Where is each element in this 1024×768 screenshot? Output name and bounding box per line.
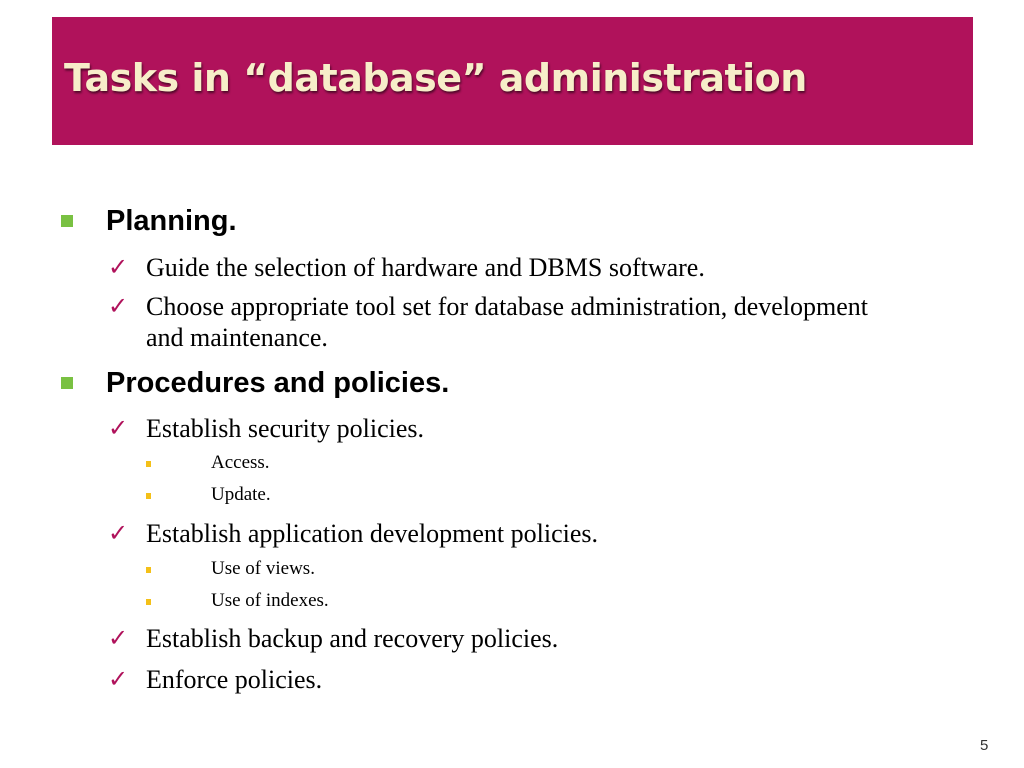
sub-list-item: Use of indexes.: [211, 590, 329, 611]
square-bullet-icon: [61, 215, 73, 227]
small-square-bullet-icon: [146, 493, 151, 499]
list-item: Establish application development policies.: [146, 519, 599, 548]
checkmark-icon: ✓: [108, 665, 129, 693]
section-heading-planning: Planning.: [106, 205, 237, 237]
list-item: Enforce policies.: [146, 665, 323, 694]
checkmark-icon: ✓: [108, 414, 129, 442]
square-bullet-icon: [61, 377, 73, 389]
slide-title: Tasks in “database” administration: [64, 56, 807, 100]
section-heading-procedures: Procedures and policies.: [106, 367, 450, 399]
sub-list-item: Update.: [211, 484, 271, 505]
page-number: 5: [980, 737, 989, 754]
list-item: Choose appropriate tool set for database administration, development and maintenance.: [146, 292, 869, 352]
sub-list-item: Access.: [211, 452, 270, 473]
small-square-bullet-icon: [146, 461, 151, 467]
checkmark-icon: ✓: [108, 519, 129, 547]
list-item: Establish security policies.: [146, 414, 425, 443]
sub-list-item: Use of views.: [211, 558, 315, 579]
checkmark-icon: ✓: [108, 624, 129, 652]
checkmark-icon: ✓: [108, 292, 129, 320]
small-square-bullet-icon: [146, 599, 151, 605]
small-square-bullet-icon: [146, 567, 151, 573]
list-item: Establish backup and recovery policies.: [146, 624, 559, 653]
checkmark-icon: ✓: [108, 253, 129, 281]
list-item: Guide the selection of hardware and DBMS software.: [146, 253, 705, 282]
